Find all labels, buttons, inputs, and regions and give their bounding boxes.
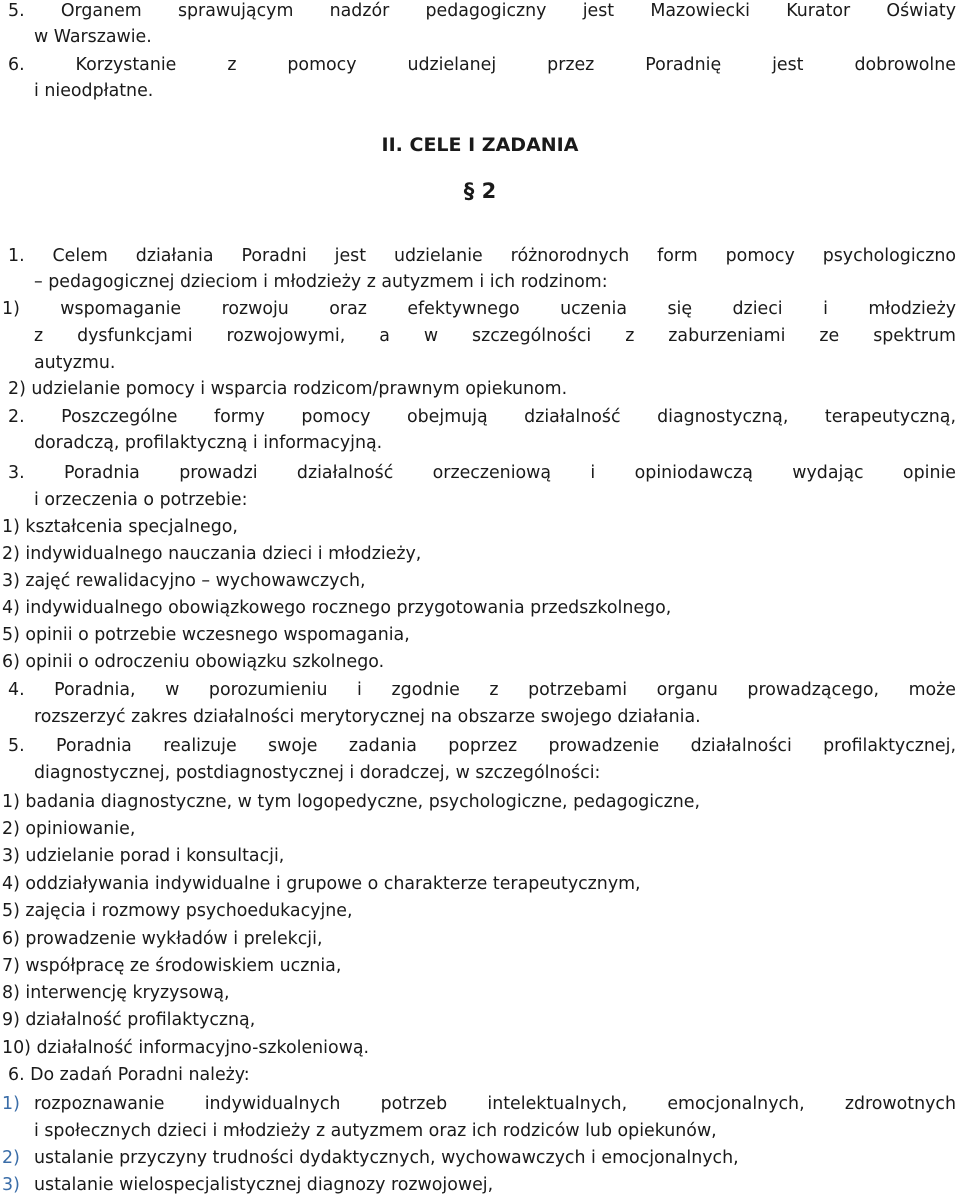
list-item: 6) opinii o odroczeniu obowiązku szkolnego.	[2, 652, 385, 672]
list-item: 4) indywidualnego obowiązkowego rocznego przygotowania przedszkolnego,	[2, 598, 672, 618]
text-line: 6. Do zadań Poradni należy:	[8, 1065, 250, 1085]
text-line: z dysfunkcjami rozwojowymi, a w szczególności z zaburzeniami ze spektrum	[34, 326, 956, 346]
text-line: – pedagogicznej dzieciom i młodzieży z autyzmem i ich rodzinom:	[34, 272, 608, 292]
list-item: 10) działalność informacyjno-szkoleniową.	[2, 1038, 370, 1058]
list-item: 5) opinii o potrzebie wczesnego wspomagania,	[2, 625, 410, 645]
text-line: diagnostycznej, postdiagnostycznej i doradczej, w szczególności:	[34, 763, 601, 783]
list-item: 3) zajęć rewalidacyjno – wychowawczych,	[2, 571, 366, 591]
text-line: 4. Poradnia, w porozumieniu i zgodnie z potrzebami organu prowadzącego, może	[8, 680, 956, 700]
list-number: 3)	[2, 1175, 20, 1195]
paragraph-marker: § 2	[463, 179, 497, 203]
text-line: 3. Poradnia prowadzi działalność orzeczeniową i opiniodawczą wydając opinie	[8, 463, 956, 483]
section-heading: II. CELE I ZADANIA	[381, 134, 579, 156]
text-line: doradczą, profilaktyczną i informacyjną.	[34, 433, 383, 453]
list-item: 2) opiniowanie,	[2, 819, 136, 839]
list-item: ustalanie wielospecjalistycznej diagnozy rozwojowej,	[34, 1175, 494, 1195]
text-line: 1. Celem działania Poradni jest udzielanie różnorodnych form pomocy psychologiczno	[8, 246, 956, 266]
text-line: 5. Poradnia realizuje swoje zadania poprzez prowadzenie działalności profilaktycznej,	[8, 736, 956, 756]
text-line: autyzmu.	[34, 353, 116, 373]
text-line: 5. Organem sprawującym nadzór pedagogiczny jest Mazowiecki Kurator Oświaty	[8, 1, 956, 21]
list-item: 9) działalność profilaktyczną,	[2, 1010, 256, 1030]
list-item: 2) udzielanie pomocy i wsparcia rodzicom/prawnym opiekunom.	[8, 379, 568, 399]
list-item: 1) badania diagnostyczne, w tym logopedyczne, psychologiczne, pedagogiczne,	[2, 792, 701, 812]
text-line: rozszerzyć zakres działalności merytorycznej na obszarze swojego działania.	[34, 707, 701, 727]
text-line: w Warszawie.	[34, 27, 152, 47]
list-number: 2)	[2, 1148, 20, 1168]
text-line: i orzeczenia o potrzebie:	[34, 490, 248, 510]
text-line: 2. Poszczególne formy pomocy obejmują działalność diagnostyczną, terapeutyczną,	[8, 407, 956, 427]
list-item: 1) wspomaganie rozwoju oraz efektywnego uczenia się dzieci i młodzieży	[2, 299, 956, 319]
list-item: 2) indywidualnego nauczania dzieci i młodzieży,	[2, 544, 422, 564]
text-line: i społecznych dzieci i młodzieży z autyzmem oraz ich rodziców lub opiekunów,	[34, 1121, 717, 1141]
text-line: 6. Korzystanie z pomocy udzielanej przez Poradnię jest dobrowolne	[8, 55, 956, 75]
text-line: i nieodpłatne.	[34, 81, 154, 101]
list-item: 3) udzielanie porad i konsultacji,	[2, 846, 285, 866]
list-item: 4) oddziaływania indywidualne i grupowe o charakterze terapeutycznym,	[2, 874, 641, 894]
list-item: 1) kształcenia specjalnego,	[2, 517, 238, 537]
list-item: 6) prowadzenie wykładów i prelekcji,	[2, 929, 323, 949]
list-number: 1)	[2, 1094, 20, 1114]
list-item: rozpoznawanie indywidualnych potrzeb intelektualnych, emocjonalnych, zdrowotnych	[34, 1094, 956, 1114]
list-item: ustalanie przyczyny trudności dydaktycznych, wychowawczych i emocjonalnych,	[34, 1148, 739, 1168]
list-item: 7) współpracę ze środowiskiem ucznia,	[2, 956, 342, 976]
list-item: 5) zajęcia i rozmowy psychoedukacyjne,	[2, 901, 353, 921]
list-item: 8) interwencję kryzysową,	[2, 983, 230, 1003]
